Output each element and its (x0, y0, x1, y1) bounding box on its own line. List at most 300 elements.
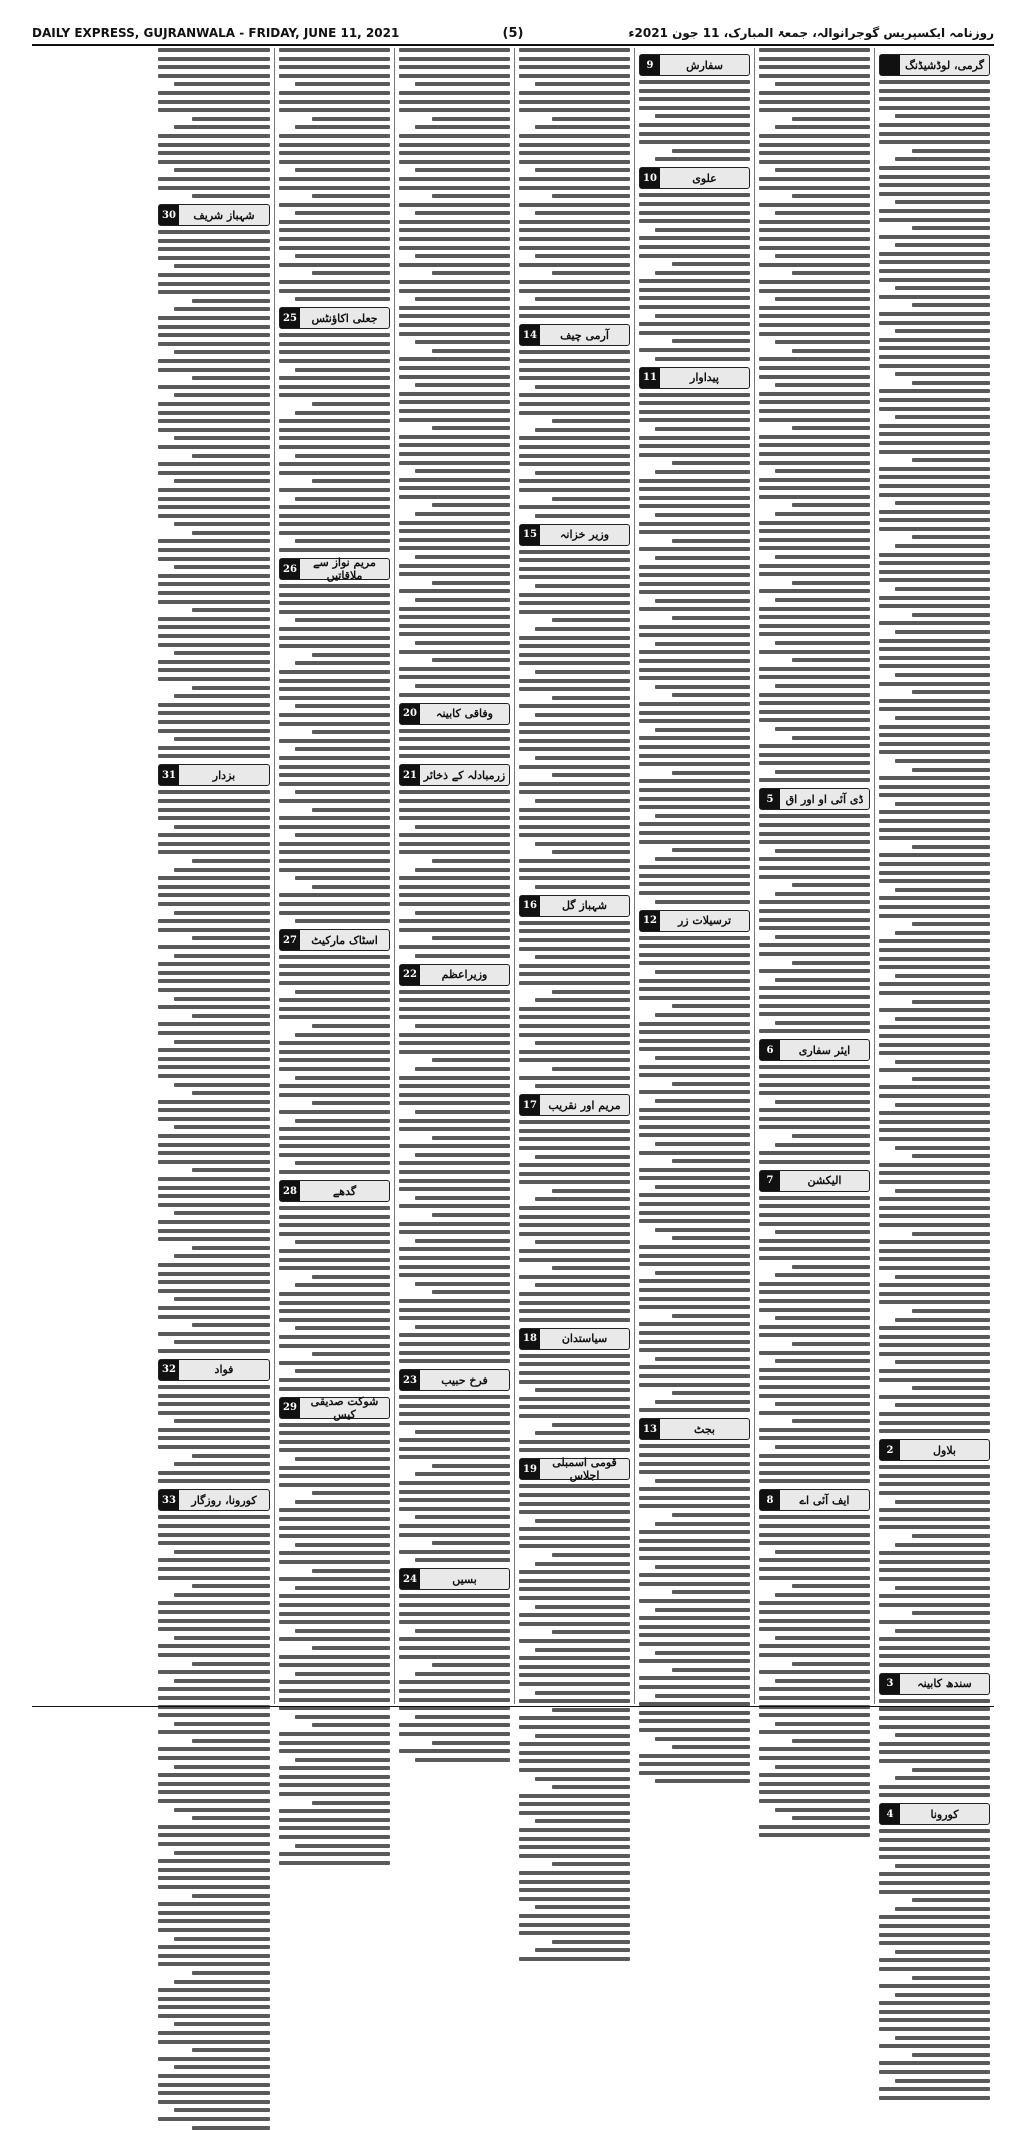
text-line (519, 1716, 630, 1720)
text-line (639, 719, 750, 723)
text-line (775, 1445, 870, 1449)
text-line (295, 168, 390, 172)
text-line (535, 514, 630, 518)
text-line (759, 1610, 870, 1614)
text-line (639, 1539, 750, 1543)
text-line (312, 1801, 390, 1805)
text-line (879, 278, 990, 282)
section-number: 6 (760, 1040, 780, 1060)
text-line (192, 194, 270, 198)
section-number: 12 (640, 911, 660, 931)
text-line (415, 1629, 510, 1633)
text-line (775, 512, 870, 516)
text-line (792, 883, 870, 887)
text-line (279, 893, 390, 897)
text-line (879, 656, 990, 660)
section-number: 3 (880, 1674, 900, 1694)
text-line (639, 1039, 750, 1043)
text-line (759, 1833, 870, 1837)
text-line (879, 647, 990, 651)
text-line (759, 1091, 870, 1095)
text-line (519, 636, 630, 640)
text-line (158, 1194, 270, 1198)
section-heading (639, 167, 750, 189)
text-line (519, 1897, 630, 1901)
text-line (519, 1673, 630, 1677)
text-line (158, 230, 270, 234)
text-line (639, 1599, 750, 1603)
text-line (759, 1151, 870, 1155)
text-line (279, 696, 390, 700)
text-line (879, 621, 990, 625)
section-title: اسٹاک مارکیٹ (311, 933, 378, 947)
text-line (519, 610, 630, 614)
text-line (639, 1176, 750, 1180)
text-line (759, 1696, 870, 1700)
text-line (279, 1732, 390, 1736)
text-line (519, 1871, 630, 1875)
text-line (519, 1656, 630, 1660)
text-line (552, 117, 630, 121)
text-line (399, 1438, 510, 1442)
section-title: فواد (214, 1363, 234, 1377)
text-line (759, 1004, 870, 1008)
text-line (759, 314, 870, 318)
text-line (295, 297, 390, 301)
text-line (279, 955, 390, 959)
text-line (279, 998, 390, 1002)
text-line (415, 82, 510, 86)
text-line (432, 503, 510, 507)
text-line (879, 1051, 990, 1055)
text-line (535, 842, 630, 846)
text-line (174, 1297, 270, 1301)
text-line (279, 342, 390, 346)
text-line (639, 1262, 750, 1266)
text-line (879, 1890, 990, 1894)
text-line (879, 1197, 990, 1201)
text-line (639, 1168, 750, 1172)
text-line (158, 1108, 270, 1112)
text-line (639, 1065, 750, 1069)
text-line (399, 850, 510, 854)
text-line (639, 865, 750, 869)
text-line (639, 874, 750, 878)
text-line (158, 1997, 270, 2001)
text-line (519, 1742, 630, 1746)
text-line (519, 1536, 630, 1540)
text-line (279, 186, 390, 190)
text-line (639, 1374, 750, 1378)
text-line (672, 149, 750, 153)
text-line (295, 704, 390, 708)
text-line (174, 125, 270, 129)
text-line (759, 74, 870, 78)
text-line (295, 254, 390, 258)
news-column (634, 48, 754, 1704)
section-heading (158, 1489, 270, 1511)
text-line (535, 82, 630, 86)
text-line (519, 730, 630, 734)
text-line (312, 117, 390, 121)
text-line (279, 739, 390, 743)
text-line (535, 1041, 630, 1045)
text-line (158, 729, 270, 733)
text-line (895, 1907, 990, 1911)
text-line (759, 1471, 870, 1475)
text-line (415, 684, 510, 688)
text-line (279, 601, 390, 605)
text-line (912, 381, 990, 385)
text-line (879, 1491, 990, 1495)
text-line (639, 1462, 750, 1466)
text-line (879, 166, 990, 170)
text-line (792, 1584, 870, 1588)
section-heading (399, 1568, 510, 1590)
text-line (279, 1127, 390, 1131)
text-line (279, 1560, 390, 1564)
text-line (879, 819, 990, 823)
text-line (279, 419, 390, 423)
text-line (759, 1282, 870, 1286)
text-line (519, 1768, 630, 1772)
text-line (895, 802, 990, 806)
section-number: 11 (640, 368, 660, 388)
text-line (535, 1084, 630, 1088)
text-line (158, 1203, 270, 1207)
text-line (535, 211, 630, 215)
text-line (639, 1331, 750, 1335)
text-line (759, 615, 870, 619)
text-line (759, 1012, 870, 1016)
text-line (174, 1636, 270, 1640)
text-line (399, 280, 510, 284)
text-line (655, 599, 750, 603)
text-line (895, 673, 990, 677)
text-line (158, 1280, 270, 1284)
text-line (759, 1799, 870, 1803)
text-line (655, 1013, 750, 1017)
text-line (399, 1507, 510, 1511)
text-line (759, 701, 870, 705)
text-line (519, 1923, 630, 1927)
text-line (639, 831, 750, 835)
text-line (158, 816, 270, 820)
text-line (399, 1101, 510, 1105)
text-line (174, 264, 270, 268)
text-line (639, 487, 750, 491)
newspaper-page (32, 48, 994, 1821)
text-line (399, 1256, 510, 1260)
text-line (519, 739, 630, 743)
text-line (519, 593, 630, 597)
text-line (879, 1829, 990, 1833)
text-line (432, 1290, 510, 1294)
text-line (775, 1722, 870, 1726)
text-line (759, 461, 870, 465)
text-line (399, 1404, 510, 1408)
text-line (639, 97, 750, 101)
text-line (158, 1048, 270, 1052)
article-text (158, 1385, 270, 1484)
text-line (279, 1232, 390, 1236)
text-line (295, 876, 390, 880)
text-line (759, 1325, 870, 1329)
text-line (775, 1100, 870, 1104)
text-line (158, 548, 270, 552)
text-line (759, 289, 870, 293)
text-line (295, 618, 390, 622)
text-line (158, 325, 270, 329)
text-line (639, 504, 750, 508)
text-line (759, 1436, 870, 1440)
text-line (519, 376, 630, 380)
text-line (879, 879, 990, 883)
text-line (158, 1799, 270, 1803)
text-line (775, 1359, 870, 1363)
text-line (879, 1043, 990, 1047)
text-line (792, 1342, 870, 1346)
text-line (879, 1120, 990, 1124)
text-line (519, 1007, 630, 1011)
text-line (912, 458, 990, 462)
text-line (519, 947, 630, 951)
text-line (158, 2083, 270, 2087)
text-line (672, 771, 750, 775)
text-line (158, 1272, 270, 1276)
text-line (158, 1825, 270, 1829)
text-line (158, 256, 270, 260)
text-line (158, 342, 270, 346)
text-line (879, 1517, 990, 1521)
text-line (158, 1601, 270, 1605)
text-line (158, 790, 270, 794)
text-line (639, 805, 750, 809)
text-line (399, 1455, 510, 1459)
text-line (279, 100, 390, 104)
text-line (158, 48, 270, 52)
text-line (158, 1876, 270, 1880)
text-line (879, 269, 990, 273)
text-line (519, 704, 630, 708)
text-line (879, 106, 990, 110)
text-line (912, 1386, 990, 1390)
text-line (399, 452, 510, 456)
text-line (519, 1397, 630, 1401)
text-line (759, 538, 870, 542)
text-line (415, 469, 510, 473)
text-line (775, 1636, 870, 1640)
text-line (912, 690, 990, 694)
text-line (432, 194, 510, 198)
text-line (775, 935, 870, 939)
text-line (879, 364, 990, 368)
text-line (759, 280, 870, 284)
text-line (535, 713, 630, 717)
text-line (279, 902, 390, 906)
text-line (174, 1593, 270, 1597)
text-line (174, 1040, 270, 1044)
text-line (399, 1533, 510, 1537)
section-number: 20 (400, 704, 420, 724)
text-line (158, 1306, 270, 1310)
text-line (279, 74, 390, 78)
text-line (879, 475, 990, 479)
article-text (399, 990, 510, 1364)
text-line (158, 2014, 270, 2018)
text-line (279, 1792, 390, 1796)
text-line (399, 799, 510, 803)
text-line (415, 1067, 510, 1071)
text-line (535, 756, 630, 760)
text-line (158, 945, 270, 949)
text-line (192, 2048, 270, 2052)
section-title: مریم اور نقریب (548, 1098, 621, 1112)
text-line (639, 1254, 750, 1258)
text-line (759, 1619, 870, 1623)
text-line (158, 1790, 270, 1794)
text-line (535, 1431, 630, 1435)
text-line (174, 307, 270, 311)
text-line (519, 1931, 630, 1935)
text-line (279, 385, 390, 389)
text-line (279, 825, 390, 829)
text-line (158, 1868, 270, 1872)
text-line (775, 641, 870, 645)
text-line (639, 331, 750, 335)
text-line (759, 529, 870, 533)
text-line (639, 1754, 750, 1758)
section-title: کورونا (930, 1807, 959, 1821)
text-line (759, 1065, 870, 1069)
text-line (519, 1076, 630, 1080)
text-line (639, 1202, 750, 1206)
text-line (655, 556, 750, 560)
text-line (279, 203, 390, 207)
text-line (672, 262, 750, 266)
text-line (415, 555, 510, 559)
text-line (759, 1558, 870, 1562)
section-heading (759, 1039, 870, 1061)
text-line (639, 1322, 750, 1326)
text-line (158, 1515, 270, 1519)
text-line (192, 1894, 270, 1898)
text-line (759, 761, 870, 765)
text-line (759, 1653, 870, 1657)
text-line (879, 1750, 990, 1754)
text-line (759, 160, 870, 164)
text-line (759, 857, 870, 861)
text-line (775, 1402, 870, 1406)
text-line (158, 65, 270, 69)
text-line (639, 891, 750, 895)
text-line (759, 1687, 870, 1691)
section-title: ایئر سفاری (798, 1043, 851, 1057)
article-text (759, 814, 870, 1033)
text-line (535, 1605, 630, 1609)
text-line (279, 1170, 390, 1174)
text-line (639, 1625, 750, 1629)
text-line (279, 1007, 390, 1011)
text-line (912, 1534, 990, 1538)
text-line (759, 151, 870, 155)
text-line (399, 100, 510, 104)
text-line (399, 461, 510, 465)
text-line (759, 1756, 870, 1760)
text-line (519, 1448, 630, 1452)
text-line (432, 117, 510, 121)
text-line (759, 409, 870, 413)
article-text (759, 48, 870, 782)
text-line (639, 944, 750, 948)
section-title: وزیر خزانہ (559, 528, 610, 542)
text-line (519, 203, 630, 207)
text-line (879, 1967, 990, 1971)
text-line (639, 745, 750, 749)
text-line (879, 1620, 990, 1624)
text-line (895, 1017, 990, 1021)
text-line (759, 1462, 870, 1466)
text-line (552, 1708, 630, 1712)
text-line (158, 333, 270, 337)
text-line (792, 194, 870, 198)
article-text (879, 1465, 990, 1667)
text-line (879, 1343, 990, 1347)
text-line (759, 823, 870, 827)
text-line (279, 1466, 390, 1470)
text-line (158, 711, 270, 715)
text-line (519, 228, 630, 232)
text-line (279, 1153, 390, 1157)
text-line (759, 323, 870, 327)
news-column (874, 48, 994, 1821)
text-line (535, 1648, 630, 1652)
text-line (775, 1143, 870, 1147)
text-line (158, 385, 270, 389)
text-line (535, 1240, 630, 1244)
text-line (879, 1637, 990, 1641)
text-line (279, 1344, 390, 1348)
text-line (639, 305, 750, 309)
text-line (432, 1213, 510, 1217)
text-line (279, 644, 390, 648)
text-line (295, 125, 390, 129)
text-line (399, 1481, 510, 1485)
news-column (754, 48, 874, 1704)
text-line (399, 1161, 510, 1165)
text-line (879, 1793, 990, 1797)
text-line (879, 295, 990, 299)
section-number: 33 (159, 1490, 179, 1510)
text-line (399, 754, 510, 758)
text-line (279, 1861, 390, 1865)
text-line (639, 80, 750, 84)
text-line (519, 289, 630, 293)
text-line (519, 1258, 630, 1262)
text-line (535, 385, 630, 389)
article-text (399, 790, 510, 957)
article-text (519, 1484, 630, 1961)
text-line (158, 1160, 270, 1164)
text-line (399, 1187, 510, 1191)
text-line (415, 1239, 510, 1243)
text-line (399, 1033, 510, 1037)
text-line (535, 125, 630, 129)
text-line (399, 529, 510, 533)
text-line (158, 497, 270, 501)
text-line (399, 998, 510, 1002)
text-line (879, 484, 990, 488)
